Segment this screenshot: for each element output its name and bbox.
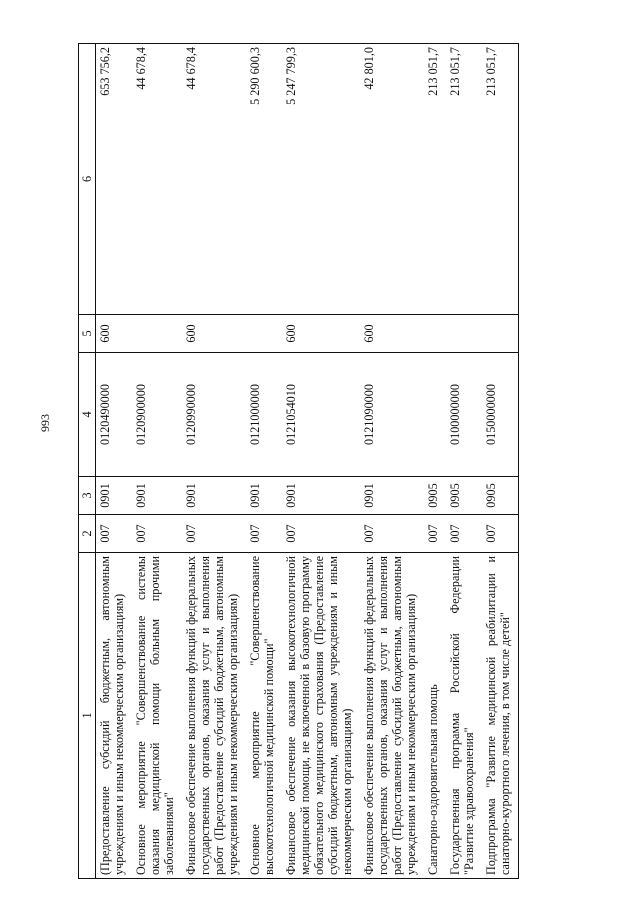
row-name: (Предоставление субсидий бюджетным, автономным учреждениям и иным некоммерческим организациям)	[96, 553, 133, 879]
row-gr: 007	[282, 515, 360, 553]
row-gr: 007	[424, 515, 446, 553]
column-header-rz: 3	[79, 477, 96, 515]
table-row	[424, 44, 446, 879]
row-rz: 0901	[132, 477, 182, 515]
row-name: Финансовое обеспечение выполнения функций федеральных государственных органов, оказания услуг и выполнения работ (Предоставление субсидий бюджетным, автономным учреждениям и иным некоммерческим организациям)	[182, 553, 246, 879]
row-sum: 5 290 600,3	[246, 44, 282, 315]
row-cs: 0100000000	[446, 353, 482, 477]
row-rz: 0901	[96, 477, 133, 515]
row-rz: 0901	[282, 477, 360, 515]
row-rz: 0905	[482, 477, 519, 515]
row-sum: 44 678,4	[182, 44, 246, 315]
row-cs	[424, 353, 446, 477]
column-header-vr: 5	[79, 315, 96, 353]
row-rz: 0901	[182, 477, 246, 515]
row-vr: 600	[96, 315, 133, 353]
row-rz: 0905	[424, 477, 446, 515]
column-header-sum: 6	[79, 44, 96, 315]
table-row	[182, 44, 246, 879]
table-row	[246, 44, 282, 879]
row-name: Государственная программа Российской Федерации "Развитие здравоохранения"	[446, 553, 482, 879]
row-name: Санаторно-оздоровительная помощь	[424, 553, 446, 879]
row-gr: 007	[182, 515, 246, 553]
row-vr	[424, 315, 446, 353]
row-sum: 42 801,0	[360, 44, 424, 315]
page-number: 993	[38, 414, 52, 432]
row-vr	[132, 315, 182, 353]
table-row	[96, 44, 133, 879]
table-row	[360, 44, 424, 879]
row-cs: 0150000000	[482, 353, 519, 477]
row-sum: 213 051,7	[424, 44, 446, 315]
row-cs: 0120490000	[96, 353, 133, 477]
row-cs: 0121054010	[282, 353, 360, 477]
row-vr: 600	[360, 315, 424, 353]
row-sum: 213 051,7	[446, 44, 482, 315]
row-name: Финансовое обеспечение оказания высокотехнологичной медицинской помощи, не включенной в базовую программу обязательного медицинского страхования (Предоставление субсидий бюджетным, автономным учреждениям и иным некоммерческим организациям)	[282, 553, 360, 879]
table-row	[132, 44, 182, 879]
row-gr: 007	[446, 515, 482, 553]
column-header-name: 1	[79, 553, 96, 879]
table-header	[79, 44, 96, 879]
row-gr: 007	[360, 515, 424, 553]
row-gr: 007	[96, 515, 133, 553]
budget-table	[78, 43, 519, 879]
row-gr: 007	[482, 515, 519, 553]
row-name: Основное мероприятие "Совершенствование высокотехнологичной медицинской помощи"	[246, 553, 282, 879]
row-vr	[482, 315, 519, 353]
row-name: Подпрограмма "Развитие медицинской реабилитации и санаторно-курортного лечения, в том числе детей"	[482, 553, 519, 879]
row-rz: 0905	[446, 477, 482, 515]
row-name: Основное мероприятие "Совершенствование системы оказания медицинской помощи больным прочими заболеваниями"	[132, 553, 182, 879]
table-body	[96, 44, 519, 879]
table-row	[446, 44, 482, 879]
row-vr: 600	[282, 315, 360, 353]
row-cs: 0120900000	[132, 353, 182, 477]
table-row	[482, 44, 519, 879]
row-gr: 007	[132, 515, 182, 553]
header-row	[79, 44, 96, 879]
row-sum: 213 051,7	[482, 44, 519, 315]
row-cs: 0121090000	[360, 353, 424, 477]
column-header-cs: 4	[79, 353, 96, 477]
row-sum: 5 247 799,3	[282, 44, 360, 315]
row-vr: 600	[182, 315, 246, 353]
row-vr	[246, 315, 282, 353]
row-name: Финансовое обеспечение выполнения функций федеральных государственных органов, оказания услуг и выполнения работ (Предоставление субсидий бюджетным, автономным учреждениям и иным некоммерческим организациям)	[360, 553, 424, 879]
row-rz: 0901	[246, 477, 282, 515]
row-cs: 0121000000	[246, 353, 282, 477]
row-sum: 44 678,4	[132, 44, 182, 315]
row-sum: 653 756,2	[96, 44, 133, 315]
row-rz: 0901	[360, 477, 424, 515]
column-header-gr: 2	[79, 515, 96, 553]
row-gr: 007	[246, 515, 282, 553]
row-vr	[446, 315, 482, 353]
table-row	[282, 44, 360, 879]
row-cs: 0120990000	[182, 353, 246, 477]
